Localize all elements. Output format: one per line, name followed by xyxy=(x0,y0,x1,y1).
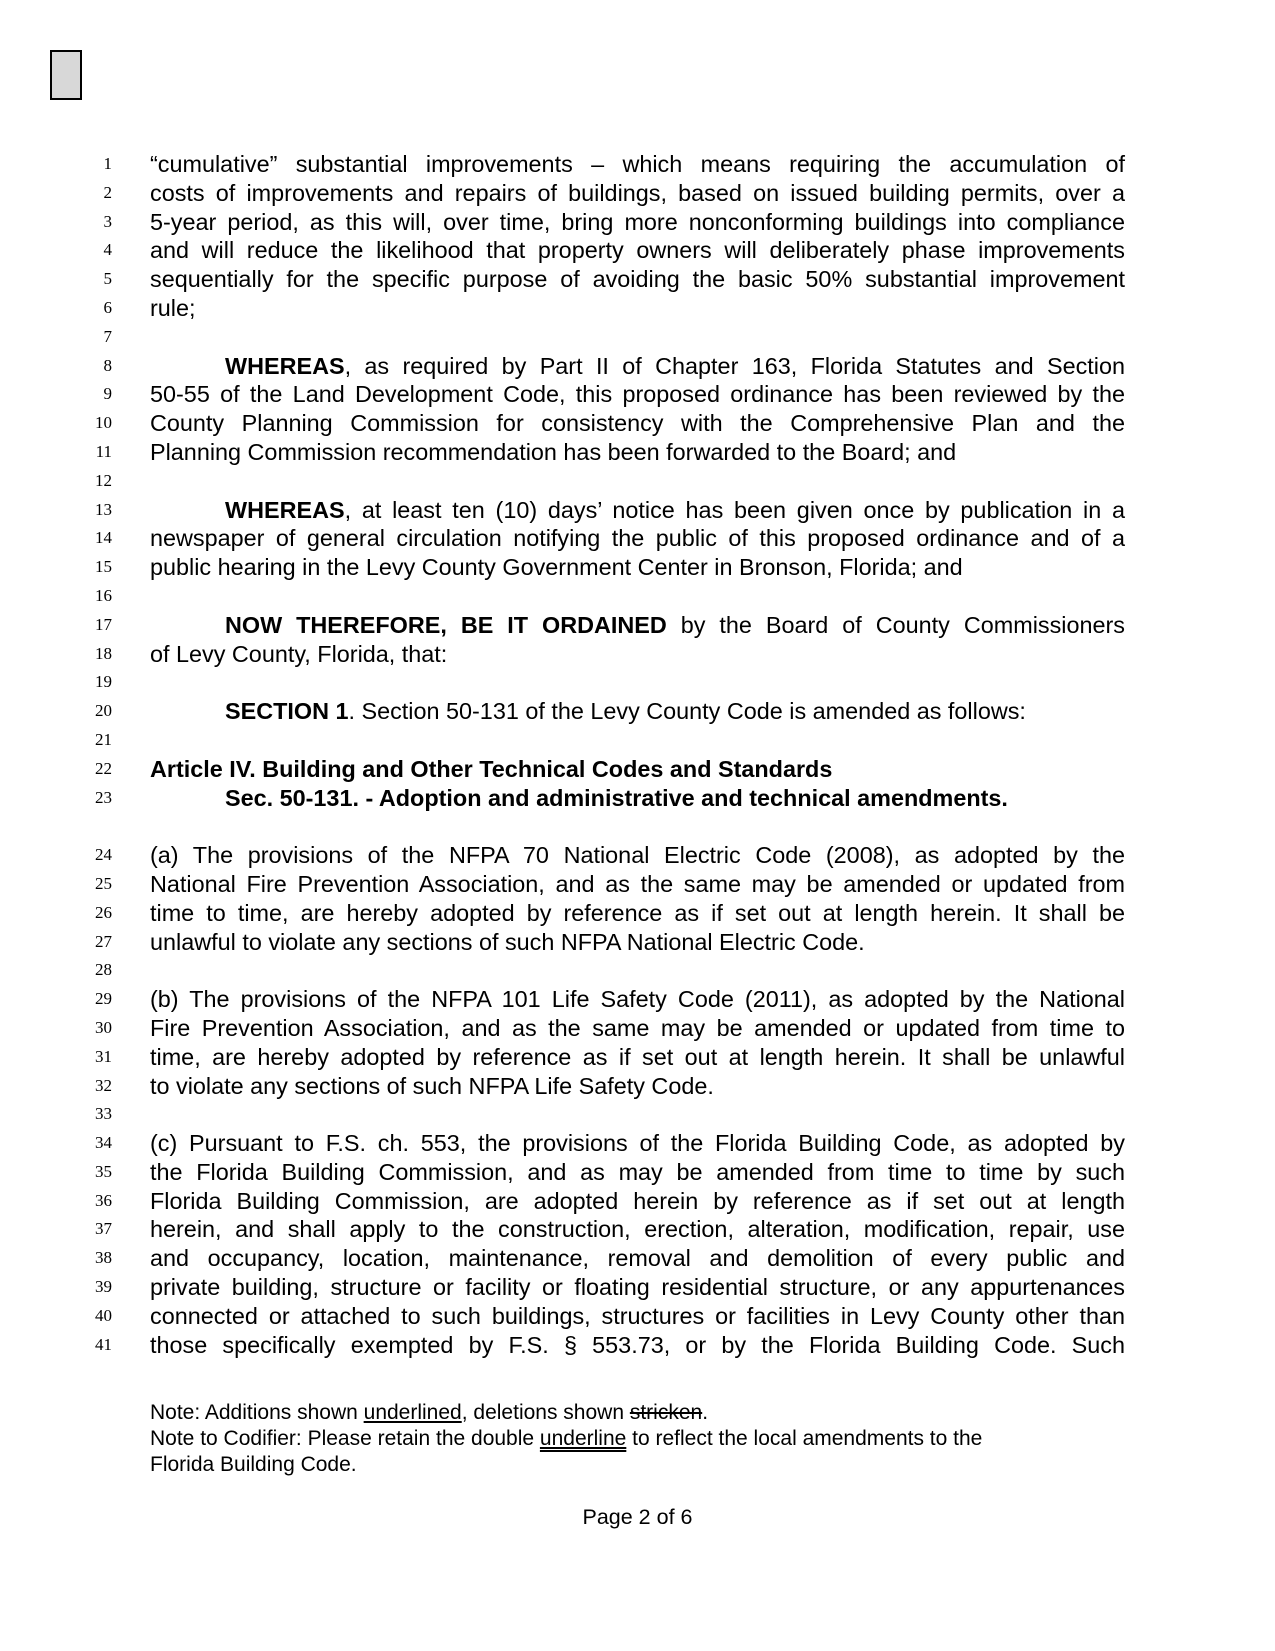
line-number: 34 xyxy=(95,1133,112,1153)
document-line xyxy=(0,1302,1275,1331)
bold-heading: SECTION 1 xyxy=(225,698,349,725)
document-line xyxy=(0,668,1275,697)
document-line xyxy=(0,1331,1275,1360)
document-line xyxy=(0,784,1275,813)
line-number: 20 xyxy=(95,701,112,721)
line-body-text: . Section 50-131 of the Levy County Code is amended as follows: xyxy=(348,698,1026,725)
line-text xyxy=(150,1072,1125,1100)
line-number: 22 xyxy=(95,758,112,778)
note-codifier-continued: Florida Building Code. xyxy=(150,1453,357,1476)
document-line xyxy=(0,236,1275,265)
line-number: 3 xyxy=(103,211,112,231)
document-line xyxy=(0,1072,1275,1101)
document-line xyxy=(0,812,1275,841)
line-number: 5 xyxy=(103,269,112,289)
line-text xyxy=(150,380,1125,408)
bold-heading: Article IV. Building and Other Technical Codes and Standards xyxy=(150,755,833,782)
document-line xyxy=(0,1244,1275,1273)
line-text xyxy=(150,870,1125,898)
line-number: 9 xyxy=(103,384,112,404)
footnotes xyxy=(150,1400,1125,1478)
line-number: 36 xyxy=(95,1190,112,1210)
document-line xyxy=(0,1129,1275,1158)
document-line xyxy=(0,870,1275,899)
line-body-text: Planning Commission recommendation has been forwarded to the Board; and xyxy=(150,438,957,465)
line-body-text: herein, and shall apply to the construction, erection, alteration, modification, repair, use xyxy=(150,1216,1125,1243)
line-body-text: of Levy County, Florida, that: xyxy=(150,640,448,667)
line-body-text: unlawful to violate any sections of such NFPA National Electric Code. xyxy=(150,928,865,955)
document-line xyxy=(0,841,1275,870)
line-number: 10 xyxy=(95,413,112,433)
bold-heading: WHEREAS xyxy=(225,496,345,523)
document-line xyxy=(0,179,1275,208)
line-body-text: County Planning Commission for consistency with the Comprehensive Plan and the xyxy=(150,410,1125,437)
line-number: 21 xyxy=(95,729,112,749)
line-body-text: and will reduce the likelihood that property owners will deliberately phase improvements xyxy=(150,237,1125,264)
document-line xyxy=(0,1014,1275,1043)
line-body-text: time to time, are hereby adopted by reference as if set out at length herein. It shall be xyxy=(150,899,1125,926)
document-line xyxy=(0,524,1275,553)
line-number: 39 xyxy=(95,1277,112,1297)
line-number: 29 xyxy=(95,989,112,1009)
document-line xyxy=(0,726,1275,755)
line-text xyxy=(150,784,1125,812)
line-text xyxy=(150,640,1125,668)
document-line xyxy=(0,985,1275,1014)
line-number: 38 xyxy=(95,1248,112,1268)
document-line xyxy=(0,755,1275,784)
line-number: 32 xyxy=(95,1075,112,1095)
document-line xyxy=(0,1215,1275,1244)
line-number: 15 xyxy=(95,557,112,577)
note-text: to reflect the local amendments to the xyxy=(626,1427,983,1450)
line-text xyxy=(150,265,1125,293)
document-line xyxy=(0,380,1275,409)
line-number: 23 xyxy=(95,787,112,807)
note-text: , deletions shown xyxy=(461,1401,630,1424)
note-double-underline-example: underline xyxy=(539,1427,627,1450)
line-number: 24 xyxy=(95,845,112,865)
line-text xyxy=(150,352,1125,380)
line-text xyxy=(150,1244,1125,1272)
document-line xyxy=(0,265,1275,294)
line-number: 26 xyxy=(95,902,112,922)
line-body-text: connected or attached to such buildings, structures or facilities in Levy County other than xyxy=(150,1302,1125,1329)
line-body-text: , as required by Part II of Chapter 163, Florida Statutes and Section xyxy=(344,352,1125,379)
line-body-text: (c) Pursuant to F.S. ch. 553, the provisions of the Florida Building Code, as adopted by xyxy=(150,1130,1125,1157)
line-number: 30 xyxy=(95,1017,112,1037)
line-text xyxy=(150,1273,1125,1301)
line-text xyxy=(150,1129,1125,1157)
line-text xyxy=(150,208,1125,236)
document-line xyxy=(0,352,1275,381)
line-text xyxy=(150,1187,1125,1215)
line-number: 11 xyxy=(95,441,112,461)
line-number: 13 xyxy=(95,499,112,519)
line-body-text: the Florida Building Commission, and as may be amended from time to time by such xyxy=(150,1158,1125,1185)
document-line xyxy=(0,496,1275,525)
document-line xyxy=(0,208,1275,237)
document-line xyxy=(0,928,1275,957)
line-text xyxy=(150,841,1125,869)
line-text xyxy=(150,985,1125,1013)
line-body-text: private building, structure or facility or floating residential structure, or any appurtenances xyxy=(150,1274,1125,1301)
line-text xyxy=(150,553,1125,581)
line-number: 27 xyxy=(95,931,112,951)
document-line xyxy=(0,697,1275,726)
line-text xyxy=(150,1215,1125,1243)
note-stricken-example: stricken xyxy=(629,1401,703,1424)
line-body-text: newspaper of general circulation notifying the public of this proposed ordinance and of a xyxy=(150,525,1125,552)
document-line xyxy=(0,409,1275,438)
document-line xyxy=(0,1273,1275,1302)
line-number: 16 xyxy=(95,585,112,605)
line-number: 7 xyxy=(103,326,112,346)
note-underlined-example: underlined xyxy=(363,1401,462,1424)
line-number: 25 xyxy=(95,873,112,893)
line-text xyxy=(150,1014,1125,1042)
document-line xyxy=(0,640,1275,669)
line-number: 8 xyxy=(103,355,112,375)
line-text xyxy=(150,1302,1125,1330)
line-number: 2 xyxy=(103,182,112,202)
document-line xyxy=(0,294,1275,323)
line-text xyxy=(150,1331,1125,1359)
line-body-text: public hearing in the Levy County Government Center in Bronson, Florida; and xyxy=(150,554,963,581)
line-number: 17 xyxy=(95,614,112,634)
line-body-text: Fire Prevention Association, and as the same may be amended or updated from time to xyxy=(150,1014,1125,1041)
line-body-text: Florida Building Commission, are adopted herein by reference as if set out at length xyxy=(150,1187,1125,1214)
document-line xyxy=(0,553,1275,582)
line-number: 4 xyxy=(103,240,112,260)
line-text xyxy=(150,150,1125,178)
bold-heading: Sec. 50-131. - Adoption and administrative and technical amendments. xyxy=(225,784,1008,811)
line-body-text: those specifically exempted by F.S. § 553.73, or by the Florida Building Code. Such xyxy=(150,1331,1125,1358)
document-line xyxy=(0,582,1275,611)
document-line xyxy=(0,323,1275,352)
document-line xyxy=(0,467,1275,496)
line-number: 31 xyxy=(95,1046,112,1066)
line-number: 12 xyxy=(95,470,112,490)
bold-heading: NOW THEREFORE, BE IT ORDAINED xyxy=(225,611,667,638)
line-body-text: , at least ten (10) days’ notice has been given once by publication in a xyxy=(344,496,1125,523)
line-body-text: costs of improvements and repairs of buildings, based on issued building permits, over a xyxy=(150,179,1125,206)
note-text: Note: Additions shown xyxy=(150,1401,364,1424)
line-text xyxy=(150,294,1125,322)
line-body-text: to violate any sections of such NFPA Life Safety Code. xyxy=(150,1072,714,1099)
line-number: 33 xyxy=(95,1104,112,1124)
line-body-text: (b) The provisions of the NFPA 101 Life Safety Code (2011), as adopted by the National xyxy=(150,986,1125,1013)
document-line xyxy=(0,1043,1275,1072)
document-body xyxy=(0,150,1275,1359)
document-line xyxy=(0,899,1275,928)
line-number: 37 xyxy=(95,1219,112,1239)
line-number: 28 xyxy=(95,960,112,980)
line-text xyxy=(150,928,1125,956)
line-text xyxy=(150,899,1125,927)
line-body-text: and occupancy, location, maintenance, removal and demolition of every public and xyxy=(150,1245,1125,1272)
line-text xyxy=(150,697,1125,725)
line-text xyxy=(150,409,1125,437)
line-number: 1 xyxy=(103,154,112,173)
line-number: 40 xyxy=(95,1305,112,1325)
document-line xyxy=(0,1158,1275,1187)
document-line xyxy=(0,1187,1275,1216)
line-text xyxy=(150,611,1125,639)
corner-mark xyxy=(50,50,82,100)
line-body-text: 5-year period, as this will, over time, bring more nonconforming buildings into compliance xyxy=(150,208,1125,235)
line-number: 14 xyxy=(95,528,112,548)
note-text: . xyxy=(702,1401,709,1424)
line-body-text: sequentially for the specific purpose of avoiding the basic 50% substantial improvement xyxy=(150,266,1125,293)
line-number: 6 xyxy=(103,297,112,317)
document-line xyxy=(0,611,1275,640)
line-text xyxy=(150,236,1125,264)
line-text xyxy=(150,438,1125,466)
page-number: Page 2 of 6 xyxy=(582,1505,693,1529)
line-body-text: (a) The provisions of the NFPA 70 National Electric Code (2008), as adopted by the xyxy=(150,842,1125,869)
line-text xyxy=(150,524,1125,552)
line-text xyxy=(150,1043,1125,1071)
line-number: 18 xyxy=(95,643,112,663)
line-body-text: time, are hereby adopted by reference as if set out at length herein. It shall be unlawful xyxy=(150,1043,1125,1070)
line-text xyxy=(150,496,1125,524)
line-body-text: rule; xyxy=(150,294,196,321)
bold-heading: WHEREAS xyxy=(225,352,345,379)
document-line xyxy=(0,1100,1275,1129)
line-number: 41 xyxy=(95,1334,112,1354)
document-line xyxy=(0,150,1275,179)
line-body-text: by the Board of County Commissioners xyxy=(666,611,1125,638)
document-line xyxy=(0,956,1275,985)
line-number: 19 xyxy=(95,672,112,692)
note-text: Note to Codifier: Please retain the double xyxy=(150,1427,540,1450)
line-text xyxy=(150,755,1125,783)
line-text xyxy=(150,179,1125,207)
document-line xyxy=(0,438,1275,467)
line-text xyxy=(150,1158,1125,1186)
line-number: 35 xyxy=(95,1161,112,1181)
note-codifier xyxy=(150,1426,1125,1452)
line-body-text: National Fire Prevention Association, and as the same may be amended or updated from xyxy=(150,870,1125,897)
line-body-text: “cumulative” substantial improvements – which means requiring the accumulation of xyxy=(150,151,1125,177)
line-body-text: 50-55 of the Land Development Code, this proposed ordinance has been reviewed by the xyxy=(150,381,1125,408)
note-additions xyxy=(150,1400,1125,1426)
